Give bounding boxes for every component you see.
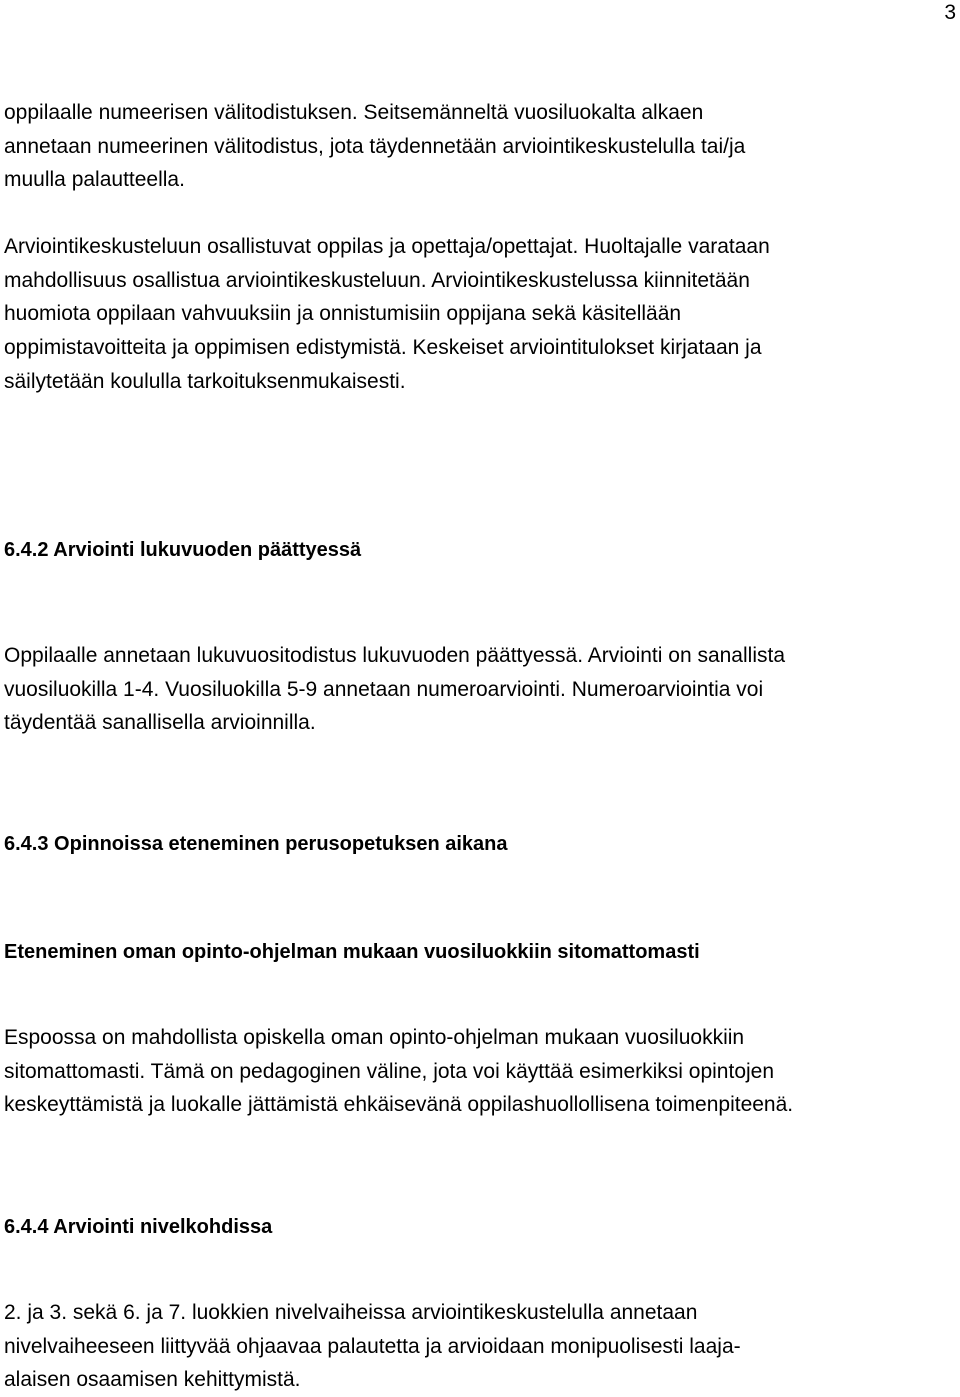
section-heading-6-4-2: 6.4.2 Arviointi lukuvuoden päättyessä [4,539,362,561]
text-line: mahdollisuus osallistua arviointikeskusteluun. Arviointikeskustelussa kiinnitetään [4,268,750,292]
text-line: säilytetään koululla tarkoituksenmukaisesti. [4,369,406,393]
text-line: Arviointikeskusteluun osallistuvat oppilas ja opettaja/opettajat. Huoltajalle varataan [4,235,770,258]
text-line: 2. ja 3. sekä 6. ja 7. luokkien nivelvaiheissa arviointikeskustelulla annetaan [4,1301,698,1324]
text-line: annetaan numeerinen välitodistus, jota täydennetään arviointikeskustelulla tai/ja [4,134,746,158]
page-number: 3 [944,1,956,24]
text-line: nivelvaiheeseen liittyvää ohjaavaa palautetta ja arvioidaan monipuolisesti laaja- [4,1334,741,1358]
paragraph-transition-assessment [4,1296,956,1397]
text-line: Espoossa on mahdollista opiskella oman opinto-ohjelman mukaan vuosiluokkiin [4,1026,745,1049]
paragraph-interim-report [4,96,956,197]
text-line: alaisen osaamisen kehittymistä. [4,1368,301,1392]
text-line: täydentää sanallisella arvioinnilla. [4,711,316,735]
text-line: muulla palautteella. [4,168,185,192]
text-line: keskeyttämistä ja luokalle jättämistä ehkäisevänä oppilashuollollisena toimenpiteenä. [4,1093,794,1117]
text-line: huomiota oppilaan vahvuuksiin ja onnistumisiin oppijana sekä käsitellään [4,302,682,326]
section-heading-6-4-3: 6.4.3 Opinnoissa eteneminen perusopetuksen aikana [4,833,508,855]
text-line: oppilaalle numeerisen välitodistuksen. Seitsemänneltä vuosiluokalta alkaen [4,101,704,124]
paragraph-assessment-discussion [4,230,956,399]
text-line: vuosiluokilla 1-4. Vuosiluokilla 5-9 annetaan numeroarviointi. Numeroarviointia voi [4,677,764,701]
subsection-heading: Eteneminen oman opinto-ohjelman mukaan vuosiluokkiin sitomattomasti [4,941,700,963]
section-heading-6-4-4: 6.4.4 Arviointi nivelkohdissa [4,1216,273,1238]
text-line: Oppilaalle annetaan lukuvuositodistus lukuvuoden päättyessä. Arviointi on sanallista [4,644,785,667]
text-line: oppimistavoitteita ja oppimisen edistymistä. Keskeiset arviointitulokset kirjataan ja [4,336,762,360]
paragraph-flexible-progress [4,1021,956,1122]
paragraph-year-end-assessment [4,639,956,740]
text-line: sitomattomasti. Tämä on pedagoginen väline, jota voi käyttää esimerkiksi opintojen [4,1059,775,1083]
